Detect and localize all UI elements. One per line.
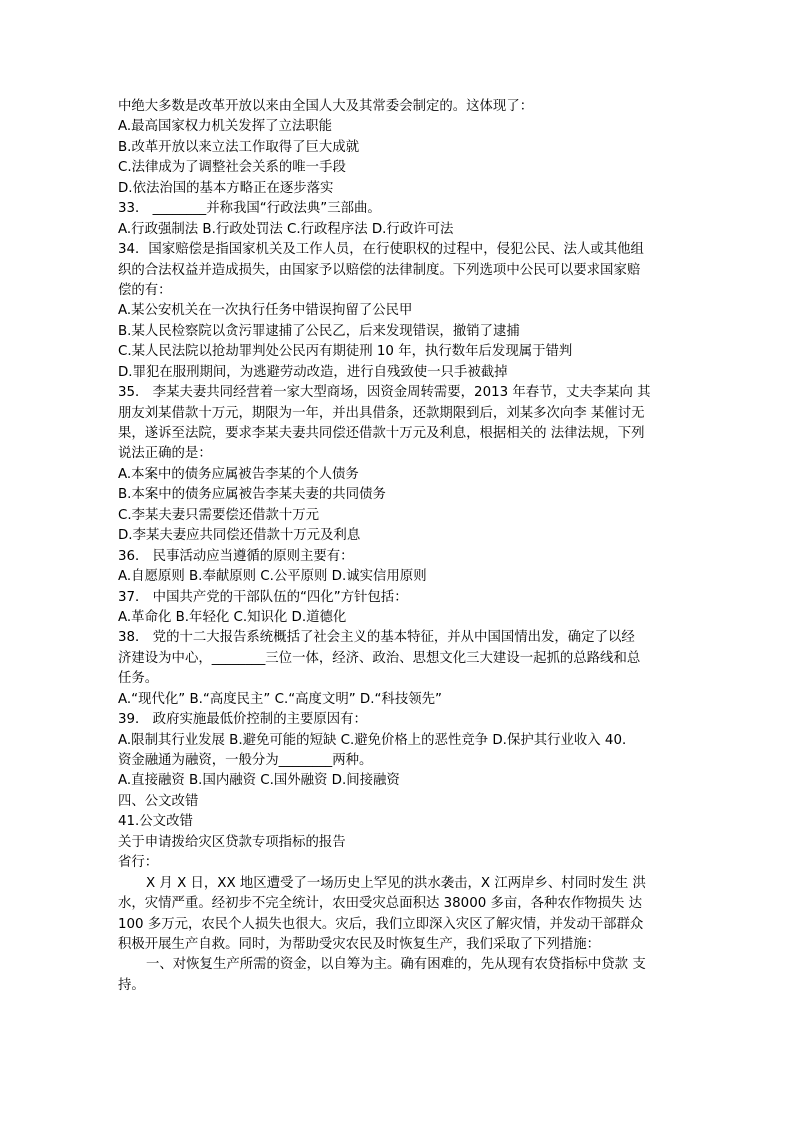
q32-option-c: C.法律成为了调整社会关系的唯一手段 xyxy=(118,160,346,176)
question-35-stem-line-3: 果，遂诉至法院，要求李某夫妻共同偿还借款十万元及利息，根据相关的 法律法规，下列 xyxy=(118,426,645,441)
question-38-stem-line-1: 38． 党的十二大报告系统概括了社会主义的基本特征，并从中国国情出发，确定了以经 xyxy=(118,630,635,646)
q32-option-a: A.最高国家权力机关发挥了立法职能 xyxy=(118,119,333,135)
report-paragraph-1-line-4: 积极开展生产自救。同时，为帮助受灾农民及时恢复生产，我们采取了下列措施： xyxy=(118,936,601,952)
q32-option-d: D.依法治国的基本方略正在逐步落实 xyxy=(118,180,334,196)
q34-option-c: C.某人民法院以抢劫罪判处公民丙有期徒刑 10 年，执行数年后发现属于错判 xyxy=(118,344,573,360)
q32-option-b: B.改革开放以来立法工作取得了巨大成就 xyxy=(118,139,360,155)
report-paragraph-1-line-3: 100 多万元，农民个人损失也很大。灾后，我们立即深入灾区了解灾情，并发动干部群众 xyxy=(118,916,644,932)
question-38-stem-line-3: 任务。 xyxy=(118,671,159,687)
question-35-stem-line-2: 朋友刘某借款十万元，期限为一年，并出具借条，还款期限到后，刘某多次向李 某催讨无 xyxy=(118,405,645,421)
report-paragraph-2-line-1: 一、对恢复生产所需的资金，以自筹为主。确有困难的，先从现有农贷指标中贷款 支 xyxy=(146,957,646,973)
q38-options: A.“现代化” B.“高度民主” C.“高度文明” D.“科技领先” xyxy=(118,691,442,707)
question-41-label: 41.公文改错 xyxy=(118,814,193,830)
q34-option-b: B.某人民检察院以贪污罪逮捕了公民乙，后来发现错误，撤销了逮捕 xyxy=(118,323,520,339)
question-38-stem-line-2: 济建设为中心，________三位一体，经济、政治、思想文化三大建设一起抓的总路线和总 xyxy=(118,650,641,666)
section-heading-4: 四、公文改错 xyxy=(118,793,199,809)
q35-option-b: B.本案中的债务应属被告李某夫妻的共同债务 xyxy=(118,487,386,503)
report-paragraph-1-line-2: 水，灾情严重。经初步不完全统计，农田受灾总面积达 38000 多亩，各种农作物损失 达 xyxy=(118,896,643,912)
q39-options-and-q40-start: A.限制其行业发展 B.避免可能的短缺 C.避免价格上的恶性竞争 D.保护其行业收入 40． xyxy=(118,732,636,748)
q35-option-a: A.本案中的债务应属被告李某的个人债务 xyxy=(118,466,359,482)
q34-option-d: D.罪犯在服刑期间，为逃避劳动改造，进行自残致使一只手被截掉 xyxy=(118,364,508,380)
question-34-stem-line-2: 织的合法权益并造成损失，由国家予以赔偿的法律制度。下列选项中公民可以要求国家赔 xyxy=(118,262,641,278)
q34-option-a: A.某公安机关在一次执行任务中错误拘留了公民甲 xyxy=(118,303,413,319)
question-34-stem-line-3: 偿的有： xyxy=(118,282,172,298)
q35-option-d: D.李某夫妻应共同偿还借款十万元及利息 xyxy=(118,528,361,544)
q33-options: A.行政强制法 B.行政处罚法 C.行政程序法 D.行政许可法 xyxy=(118,221,454,237)
question-37-stem: 37． 中国共产党的干部队伍的“四化”方针包括： xyxy=(118,589,408,605)
question-32-stem-continuation: 中绝大多数是改革开放以来由全国人大及其常委会制定的。这体现了： xyxy=(118,99,534,114)
report-title: 关于申请拨给灾区贷款专项指标的报告 xyxy=(118,834,346,850)
question-35-stem-line-4: 说法正确的是： xyxy=(118,446,212,462)
report-paragraph-2-line-2: 持。 xyxy=(118,977,145,993)
question-36-stem: 36． 民事活动应当遵循的原则主要有： xyxy=(118,548,354,564)
q37-options: A.革命化 B.年轻化 C.知识化 D.道德化 xyxy=(118,609,347,625)
question-34-stem-line-1: 34．国家赔偿是指国家机关及工作人员，在行使职权的过程中，侵犯公民、法人或其他组 xyxy=(118,242,644,258)
report-salutation: 省行： xyxy=(118,855,159,871)
question-33-stem: 33． ________并称我国“行政法典”三部曲。 xyxy=(118,201,381,217)
q40-options: A.直接融资 B.国内融资 C.国外融资 D.间接融资 xyxy=(118,773,400,789)
question-40-stem: 资金融通为融资，一般分为________两种。 xyxy=(118,753,373,768)
report-paragraph-1-line-1: X 月 X 日，XX 地区遭受了一场历史上罕见的洪水袭击，X 江两岸乡、村同时发生 洪 xyxy=(146,875,646,891)
document-page xyxy=(118,97,674,996)
q36-options: A.自愿原则 B.奉献原则 C.公平原则 D.诚实信用原则 xyxy=(118,569,427,585)
question-39-stem: 39． 政府实施最低价控制的主要原因有： xyxy=(118,712,367,728)
q35-option-c: C.李某夫妻只需要偿还借款十万元 xyxy=(118,507,320,523)
question-35-stem-line-1: 35． 李某夫妻共同经营着一家大型商场，因资金周转需要，2013 年春节，丈夫李某向 其 xyxy=(118,385,651,401)
